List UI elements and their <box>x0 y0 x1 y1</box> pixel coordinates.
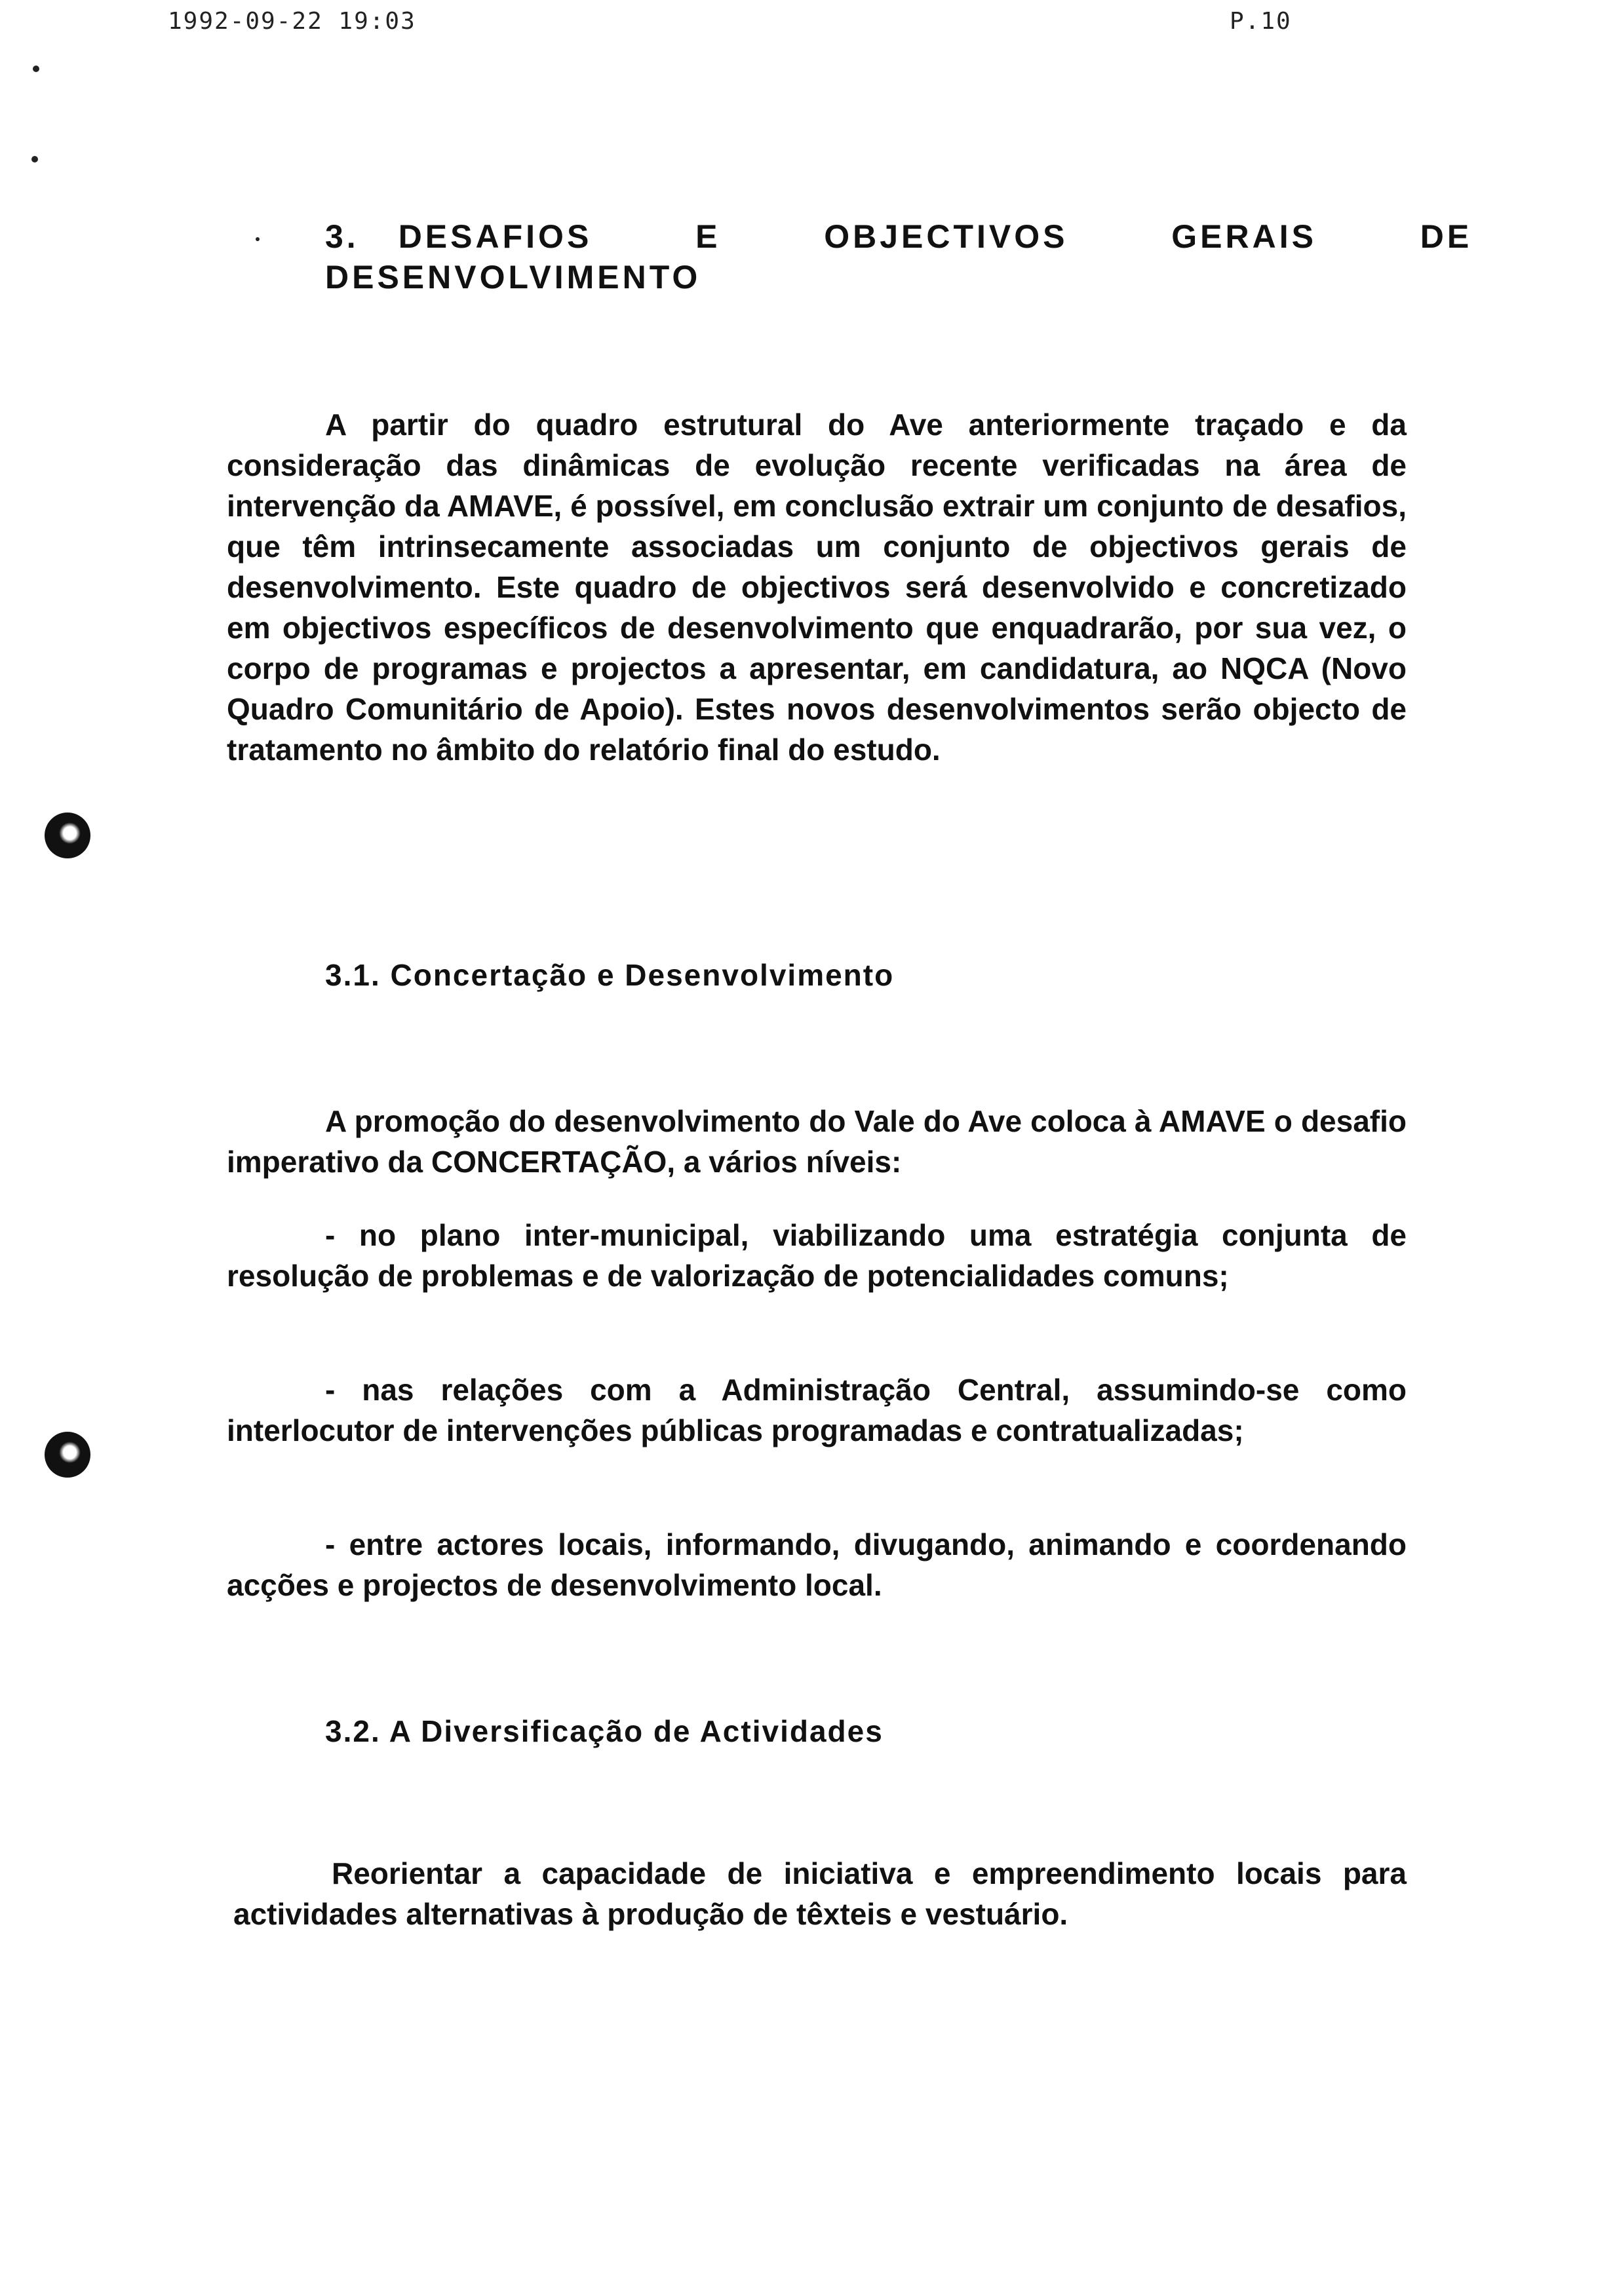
scan-speck <box>256 237 260 241</box>
section-3-1-heading: 3.1. Concertação e Desenvolvimento <box>325 958 895 992</box>
fax-timestamp: 1992-09-22 19:03 <box>168 8 416 35</box>
concertation-level-item: - entre actores locais, informando, divugando, animando e coordenando acções e projectos de desenvolvimento local. <box>227 1527 1407 1602</box>
concertation-level-item: - no plano inter-municipal, viabilizando uma estratégia conjunta de resolução de problemas e de valorização de potencialidades comuns; <box>227 1218 1407 1293</box>
punch-hole-bottom <box>45 1432 90 1478</box>
scan-speck <box>33 66 39 72</box>
section-3-2-heading: 3.2. A Diversificação de Actividades <box>325 1714 884 1748</box>
section-3-number: 3. <box>325 218 359 255</box>
concertation-level-item: - nas relações com a Administração Central, assumindo-se como interlocutor de intervenções públicas programadas e contratualizadas; <box>227 1373 1407 1447</box>
section-3-title-line1: DESAFIOS E OBJECTIVOS GERAIS DE <box>398 218 1473 255</box>
section-3-intro-paragraph: A partir do quadro estrutural do Ave anteriormente traçado e da consideração das dinâmicas de evolução recente verificadas na área de intervenção da AMAVE, é possível, em conclusão extrair um conjunto de desafios, que têm intrinsecamente associadas um conjunto de objectivos gerais de desenvolvimento. Este quadro de objectivos será desenvolvido e concretizado em objectivos específicos de desenvolvimento que enquadrarão, por sua vez, o corpo de programas e projectos a apresentar, em candidatura, ao NQCA (Novo Quadro Comunitário de Apoio). Estes novos desenvolvimentos serão objecto de tratamento no âmbito do relatório final do estudo. <box>227 408 1407 767</box>
punch-hole-top <box>45 813 90 858</box>
section-3-2-paragraph: Reorientar a capacidade de iniciativa e empreendimento locais para actividades alternativas à produção de têxteis e vestuário. <box>233 1856 1407 1931</box>
fax-page-number: P.10 <box>1230 8 1292 35</box>
section-3-1-intro-paragraph: A promoção do desenvolvimento do Vale do Ave coloca à AMAVE o desafio imperativo da CONCERTAÇÃO, a vários níveis: <box>227 1104 1407 1179</box>
section-3-heading <box>325 216 1473 297</box>
section-3-title-line2: DESENVOLVIMENTO <box>325 259 701 296</box>
scan-speck <box>31 156 38 163</box>
